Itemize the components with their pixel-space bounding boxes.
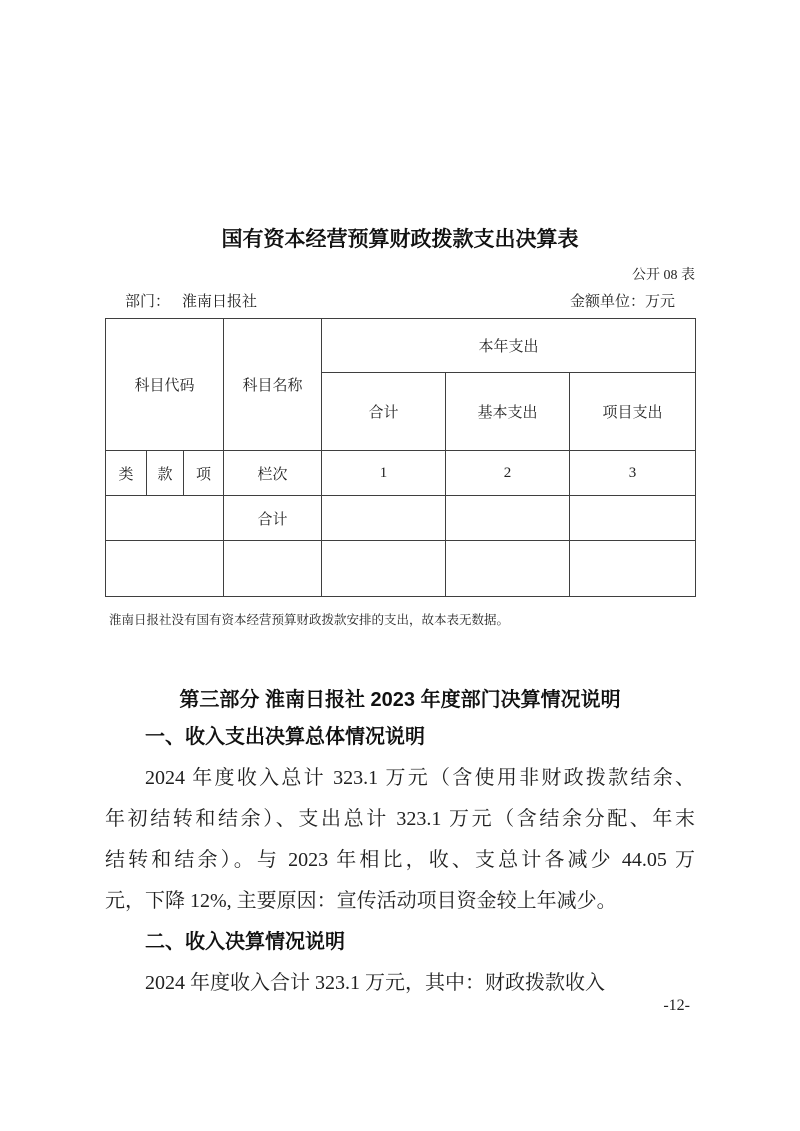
header-project-expenditure: 项目支出 — [570, 373, 696, 451]
header-total: 合计 — [322, 373, 446, 451]
page-content — [105, 0, 695, 1004]
header-subject-code: 科目代码 — [106, 319, 224, 451]
department-field — [105, 292, 257, 312]
table-code-label: 公开 08 表 — [632, 268, 695, 283]
header-class: 类 — [106, 451, 147, 496]
column-index-3: 3 — [570, 451, 696, 496]
table-meta-row — [105, 292, 695, 312]
row-total-project — [570, 496, 696, 541]
unit-value: 万元 — [644, 294, 675, 310]
paragraph-line: 年初结转和结余）、支出总计 323.1 万元（含结余分配、年末 — [105, 808, 695, 830]
header-current-year-expenditure: 本年支出 — [322, 319, 696, 373]
table-row — [106, 451, 696, 496]
column-index-1: 1 — [322, 451, 446, 496]
row-empty-total — [322, 541, 446, 597]
row-empty-code — [106, 541, 224, 597]
table-row — [106, 541, 696, 597]
header-kuan: 款 — [147, 451, 184, 496]
unit-label: 金额单位： — [569, 294, 645, 310]
row-total-total — [322, 496, 446, 541]
paragraph-line: 元，下降 12%, 主要原因：宣传活动项目资金较上年减少。 — [105, 890, 617, 912]
unit-field — [570, 292, 695, 312]
row-empty-name — [224, 541, 322, 597]
table-row — [106, 496, 696, 541]
section-heading-1: 一、收入支出决算总体情况说明 — [145, 726, 425, 748]
department-label: 部门： — [125, 294, 171, 310]
section-heading-2: 二、收入决算情况说明 — [145, 931, 345, 953]
row-empty-project — [570, 541, 696, 597]
header-xiang: 项 — [184, 451, 224, 496]
header-column-index: 栏次 — [224, 451, 322, 496]
page-title: 国有资本经营预算财政拨款支出决算表 — [221, 228, 579, 251]
paragraph-line: 2024 年度收入总计 323.1 万元（含使用非财政拨款结余、 — [145, 767, 695, 789]
table-row — [106, 319, 696, 373]
department-value: 淮南日报社 — [182, 294, 258, 310]
table-note: 淮南日报社没有国有资本经营预算财政拨款安排的支出，故本表无数据。 — [109, 613, 510, 627]
page-number: -12- — [663, 997, 690, 1014]
row-total-name: 合计 — [224, 496, 322, 541]
row-empty-basic — [446, 541, 570, 597]
header-basic-expenditure: 基本支出 — [446, 373, 570, 451]
row-total-code — [106, 496, 224, 541]
body-text — [105, 717, 695, 1004]
paragraph-line: 结转和结余）。与 2023 年相比，收、支总计各减少 44.05 万 — [105, 849, 695, 871]
column-index-2: 2 — [446, 451, 570, 496]
header-subject-name: 科目名称 — [224, 319, 322, 451]
budget-table — [105, 318, 696, 597]
row-total-basic — [446, 496, 570, 541]
paragraph-line: 2024 年度收入合计 323.1 万元，其中：财政拨款收入 — [145, 972, 605, 994]
part-heading: 第三部分 淮南日报社 2023 年度部门决算情况说明 — [179, 689, 621, 711]
